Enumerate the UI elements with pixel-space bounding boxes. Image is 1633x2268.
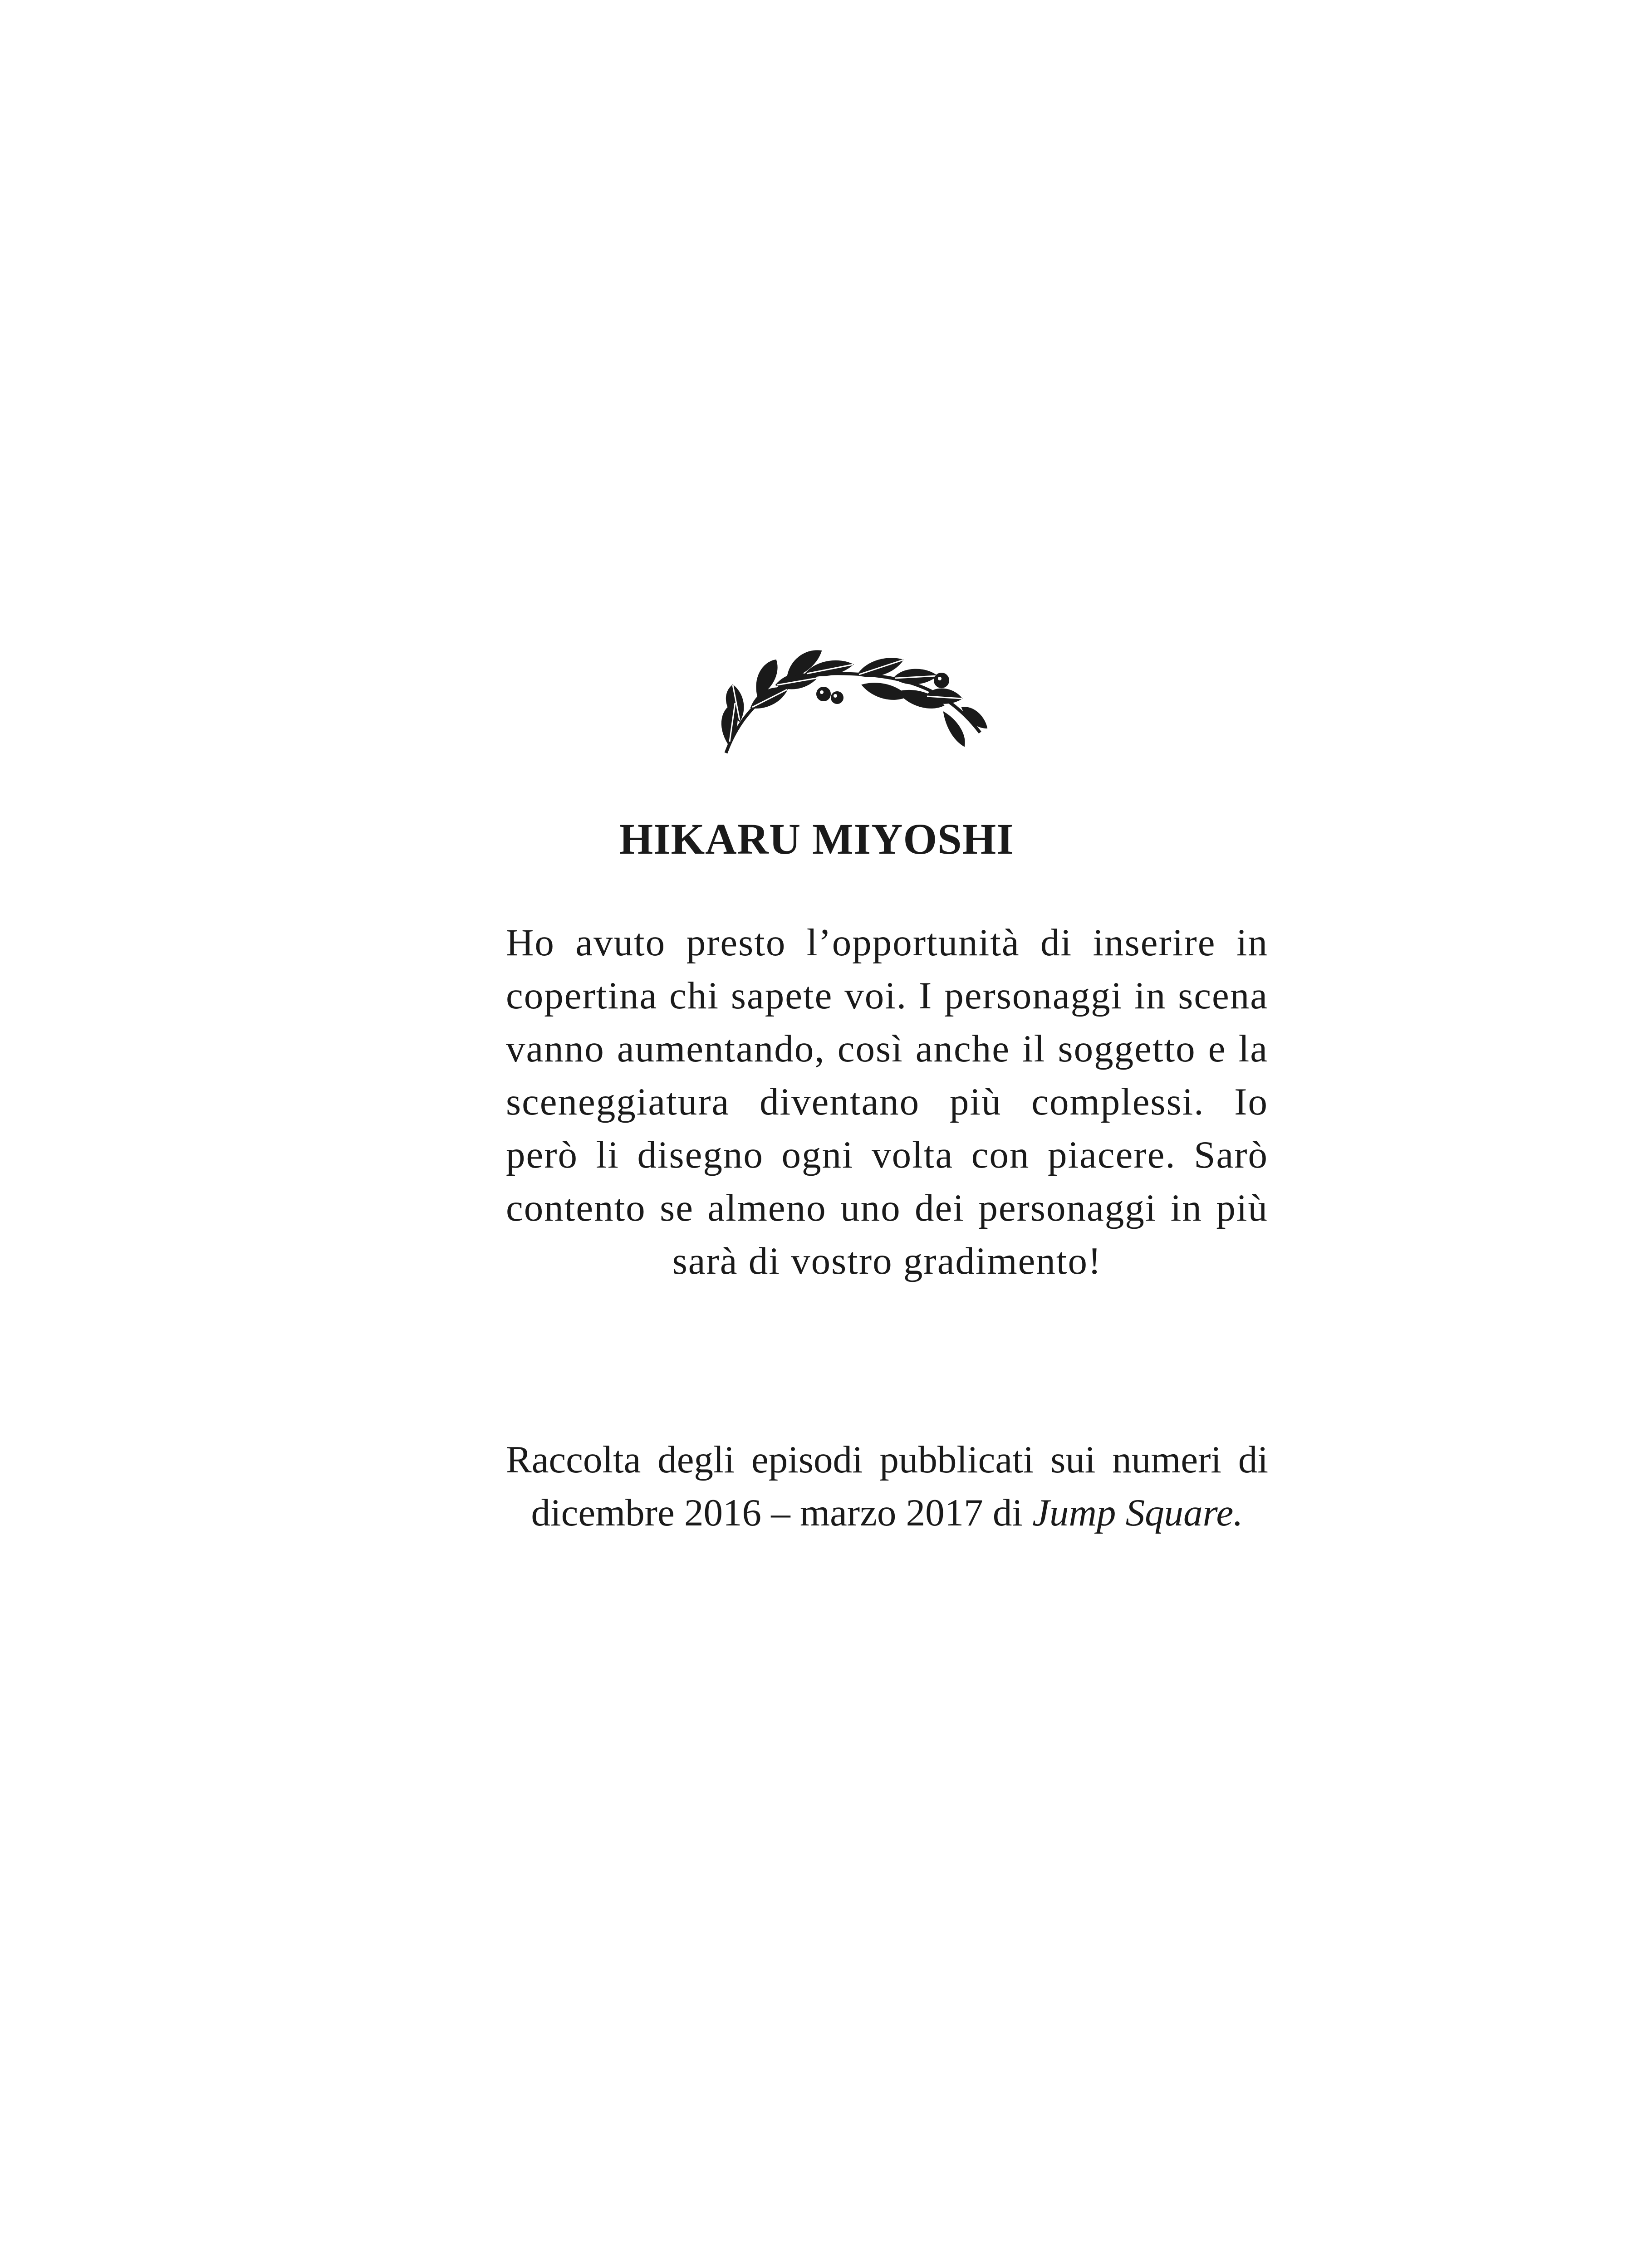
author-name: HIKARU MIYOSHI: [619, 815, 1014, 863]
magazine-title: Jump Square.: [1032, 1491, 1243, 1534]
laurel-branch-icon: [708, 617, 998, 767]
author-note: Ho avuto presto l’opportunità di inserire in copertina chi sapete voi. I personaggi in scena vanno aumentando, così anche il soggetto e la sceneggiatura diventano più complessi. Io però li disegno ogni volta con piacere. Sarò contento se almeno uno dei personaggi in più sarà di vostro gradimento!: [506, 921, 1268, 1282]
publication-note: [506, 1433, 1268, 1540]
publication-text: Raccolta degli episodi pubblicati sui numeri di dicembre 2016 – marzo 2017 di: [506, 1438, 1268, 1534]
